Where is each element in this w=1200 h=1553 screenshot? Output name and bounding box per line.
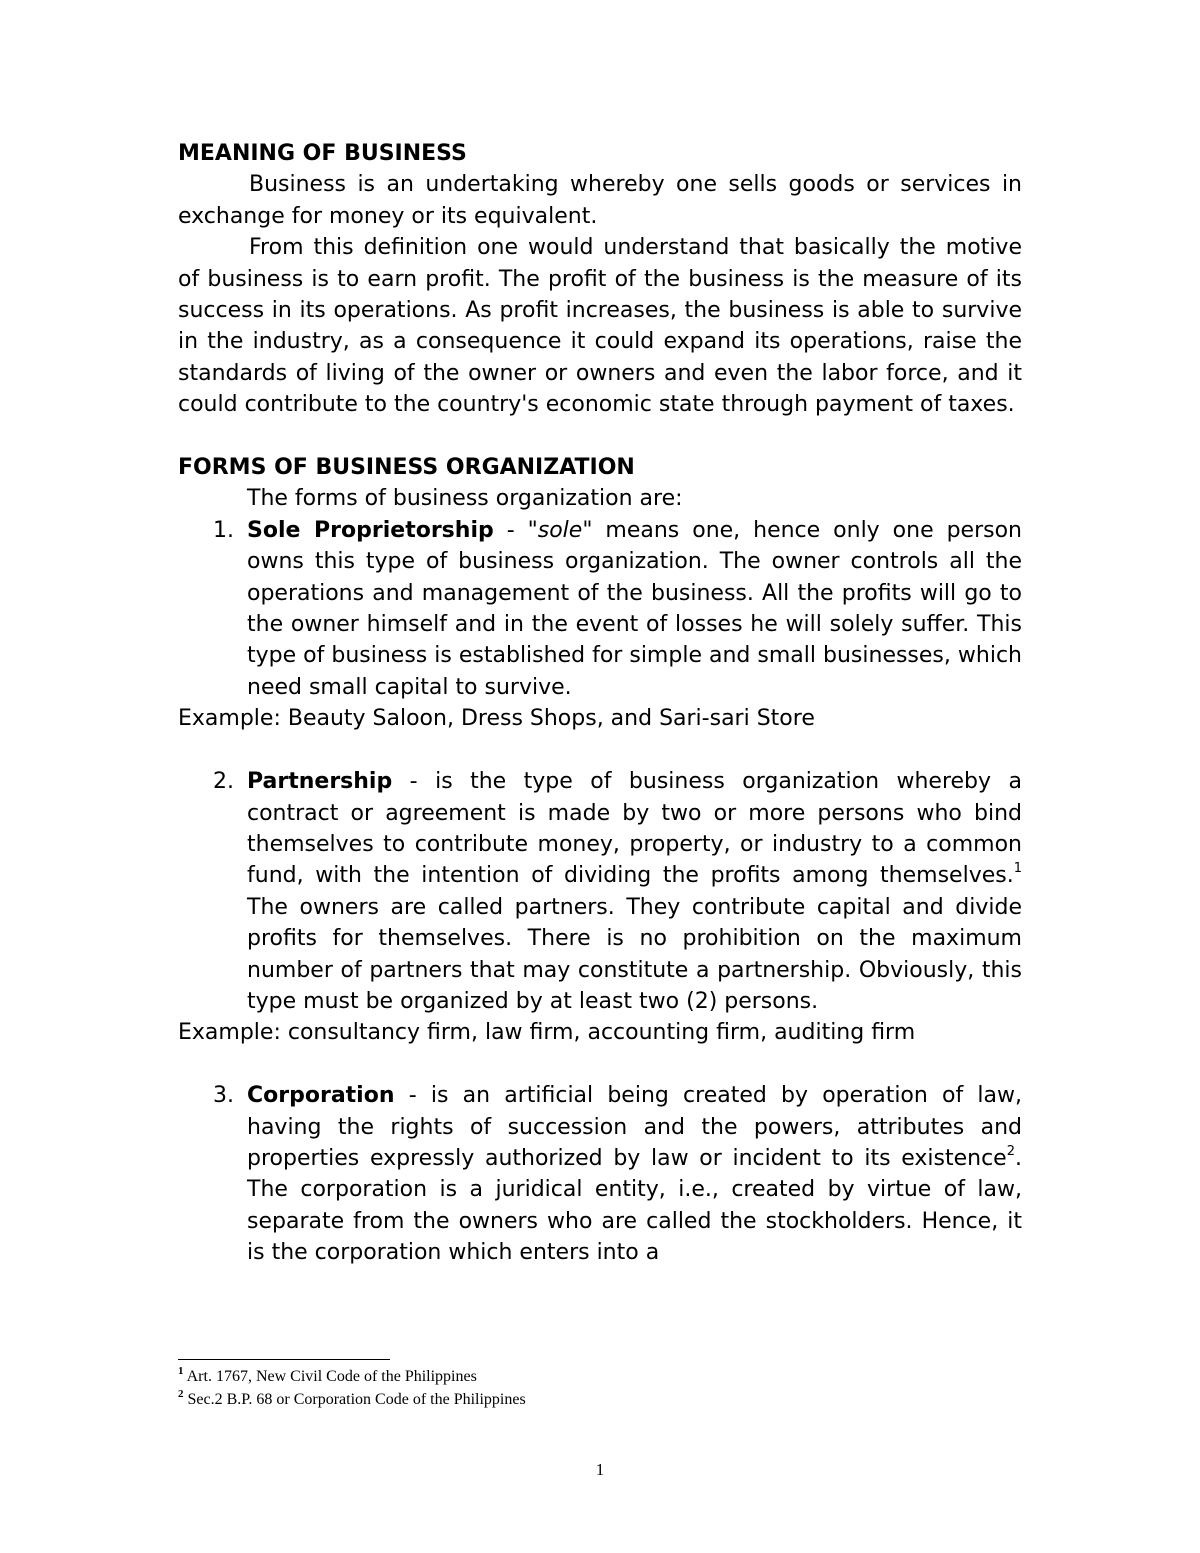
spacer [178, 1049, 1022, 1080]
list-number: 3. [213, 1083, 234, 1109]
term-dash: - [394, 1083, 431, 1109]
spacer [178, 421, 1022, 452]
term-dash: - [392, 769, 436, 795]
footnote-mark: 1 [178, 1364, 184, 1377]
footnotes [178, 1365, 1022, 1411]
footnote-text: Sec.2 B.P. 68 or Corporation Code of the Philippines [183, 1391, 526, 1408]
footnote-2 [178, 1388, 1022, 1411]
corporation-text-a: is an artificial being created by operation of law, having the rights of succession and the powers, attributes and properties expressly authorized by law or incident to its existence [247, 1083, 1022, 1171]
term-partnership: Partnership [247, 769, 393, 795]
corporation-text-b: . The corporation is a juridical entity, i.e., created by virtue of law, separate from the owners who are called the stockholders. Hence, it is the corporation which enters into a [247, 1145, 1022, 1266]
footnote-text: Art. 1767, New Civil Code of the Philippines [183, 1368, 477, 1385]
sole-proprietorship-text: " means one, hence only one person owns this type of business organization. The owner controls all the operations and management of the business. All the profits will go to the owner himself and in the event of losses he will solely suffer. This type of business is established for simple and small businesses, which need small capital to survive. [247, 517, 1022, 700]
list-number: 2. [213, 769, 234, 795]
spacer [178, 735, 1022, 766]
example-partnership: Example: consultancy firm, law firm, accounting firm, auditing firm [178, 1020, 916, 1046]
list-number: 1. [213, 517, 234, 543]
quote-open: " [527, 517, 538, 543]
term-sole-proprietorship: Sole Proprietorship [247, 517, 494, 543]
footnote-ref-1: 1 [1013, 860, 1022, 876]
partnership-text-a: is the type of business organization whereby a contract or agreement is made by two or more persons who bind themselves to contribute money, property, or industry to a common fund, with the intention of dividing the profits among themselves. [247, 769, 1022, 889]
list-item-corporation [178, 1080, 1022, 1268]
term-corporation: Corporation [247, 1083, 395, 1109]
paragraph-profit-motive: From this definition one would understand that basically the motive of business is to earn profit. The profit of the business is the measure of its success in its operations. As profit increases, the business is able to survive in the industry, as a consequence it could expand its operations, raise the standards of living of the owner or owners and even the labor force, and it could contribute to the country's economic state through payment of taxes. [178, 235, 1022, 418]
footnote-separator [178, 1359, 390, 1360]
forms-intro: The forms of business organization are: [247, 486, 683, 512]
footnote-1 [178, 1365, 1022, 1388]
page-number: 1 [595, 1460, 605, 1479]
footnote-mark: 2 [178, 1387, 184, 1400]
footnote-ref-2: 2 [1006, 1143, 1015, 1159]
section-heading-forms: FORMS OF BUSINESS ORGANIZATION [178, 455, 635, 481]
list-item-partnership [178, 766, 1022, 1017]
section-heading-meaning: MEANING OF BUSINESS [178, 141, 467, 166]
italic-sole: sole [537, 517, 583, 543]
partnership-text-b: The owners are called partners. They contribute capital and divide profits for themselves. There is no prohibition on the maximum number of partners that may constitute a partnership. Obviously, this type must be organized by at least two (2) persons. [247, 894, 1022, 1014]
paragraph-definition: Business is an undertaking whereby one sells goods or services in exchange for money or its equivalent. [178, 172, 1022, 229]
term-dash: - [493, 517, 528, 543]
example-sole-proprietorship: Example: Beauty Saloon, Dress Shops, and Sari-sari Store [178, 706, 815, 732]
list-item-sole-proprietorship [178, 515, 1022, 703]
page-body [178, 138, 1022, 1269]
